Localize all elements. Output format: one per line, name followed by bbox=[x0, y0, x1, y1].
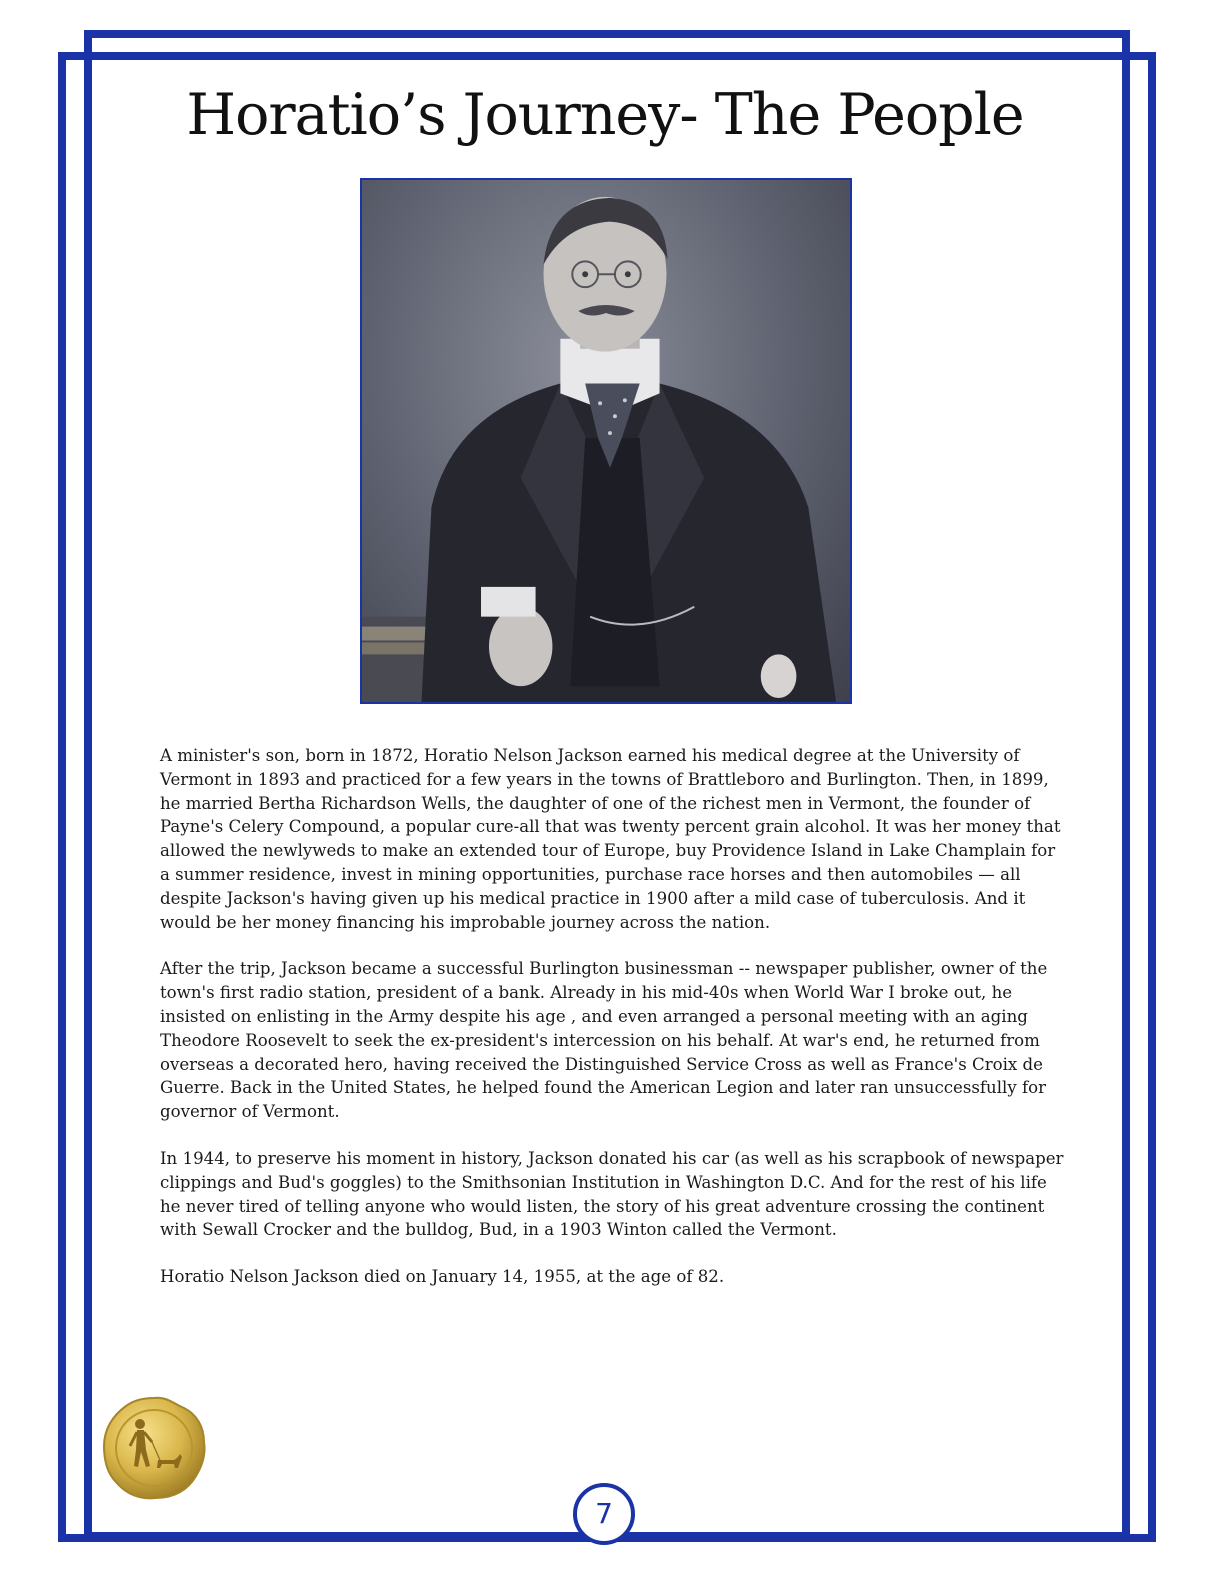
paragraph-death: Horatio Nelson Jackson died on January 14, 1955, at the age of 82. bbox=[160, 1267, 725, 1287]
paragraph-after-trip: After the trip, Jackson became a successful Burlington businessman -- newspaper publisher, owner of the town's first radio station, president of a bank. Already in his mid-40s when World War I broke out, he insisted on enlisting in the Army despite his age , and even arranged a personal meeting with an aging Theodore Roosevelt to seek the ex-president's intercession on his behalf. At war's end, he returned from overseas a decorated hero, having received the Distinguished Service Cross as well as France's Croix de Guerre. Back in the United States, he helped found the American Legion and later ran unsuccessfully for governor of Vermont. bbox=[160, 959, 1048, 1122]
paragraph-early-life: A minister's son, born in 1872, Horatio Nelson Jackson earned his medical degree at the University of Vermont in 1893 and practiced for a few years in the towns of Brattleboro and Burlington. Then, in 1899, he married Bertha Richardson Wells, the daughter of one of the richest men in Vermont, the founder of Payne's Celery Compound, a popular cure-all that was twenty percent grain alcohol. It was her money that allowed the newlyweds to make an extended tour of Europe, buy Providence Island in Lake Champlain for a summer residence, invest in mining opportunities, purchase race horses and then automobiles — all despite Jackson's having given up his medical practice in 1900 after a mild case of tuberculosis. And it would be her money financing his improbable journey across the nation. bbox=[160, 746, 1061, 932]
paragraph-smithsonian: In 1944, to preserve his moment in history, Jackson donated his car (as well as his scrapbook of newspaper clippings and Bud's goggles) to the Smithsonian Institution in Washington D.C. And for the rest of his life he never tired of telling anyone who would listen, the story of his great adventure crossing the continent with Sewall Crocker and the bulldog, Bud, in a 1903 Winton called the Vermont. bbox=[160, 1148, 1064, 1240]
gold-seal-icon bbox=[100, 1394, 208, 1502]
page-title: Horatio’s Journey- The People bbox=[186, 82, 1024, 148]
body-text bbox=[160, 744, 1065, 1289]
portrait-photo-icon bbox=[360, 178, 852, 704]
page-number: 7 bbox=[573, 1483, 635, 1545]
